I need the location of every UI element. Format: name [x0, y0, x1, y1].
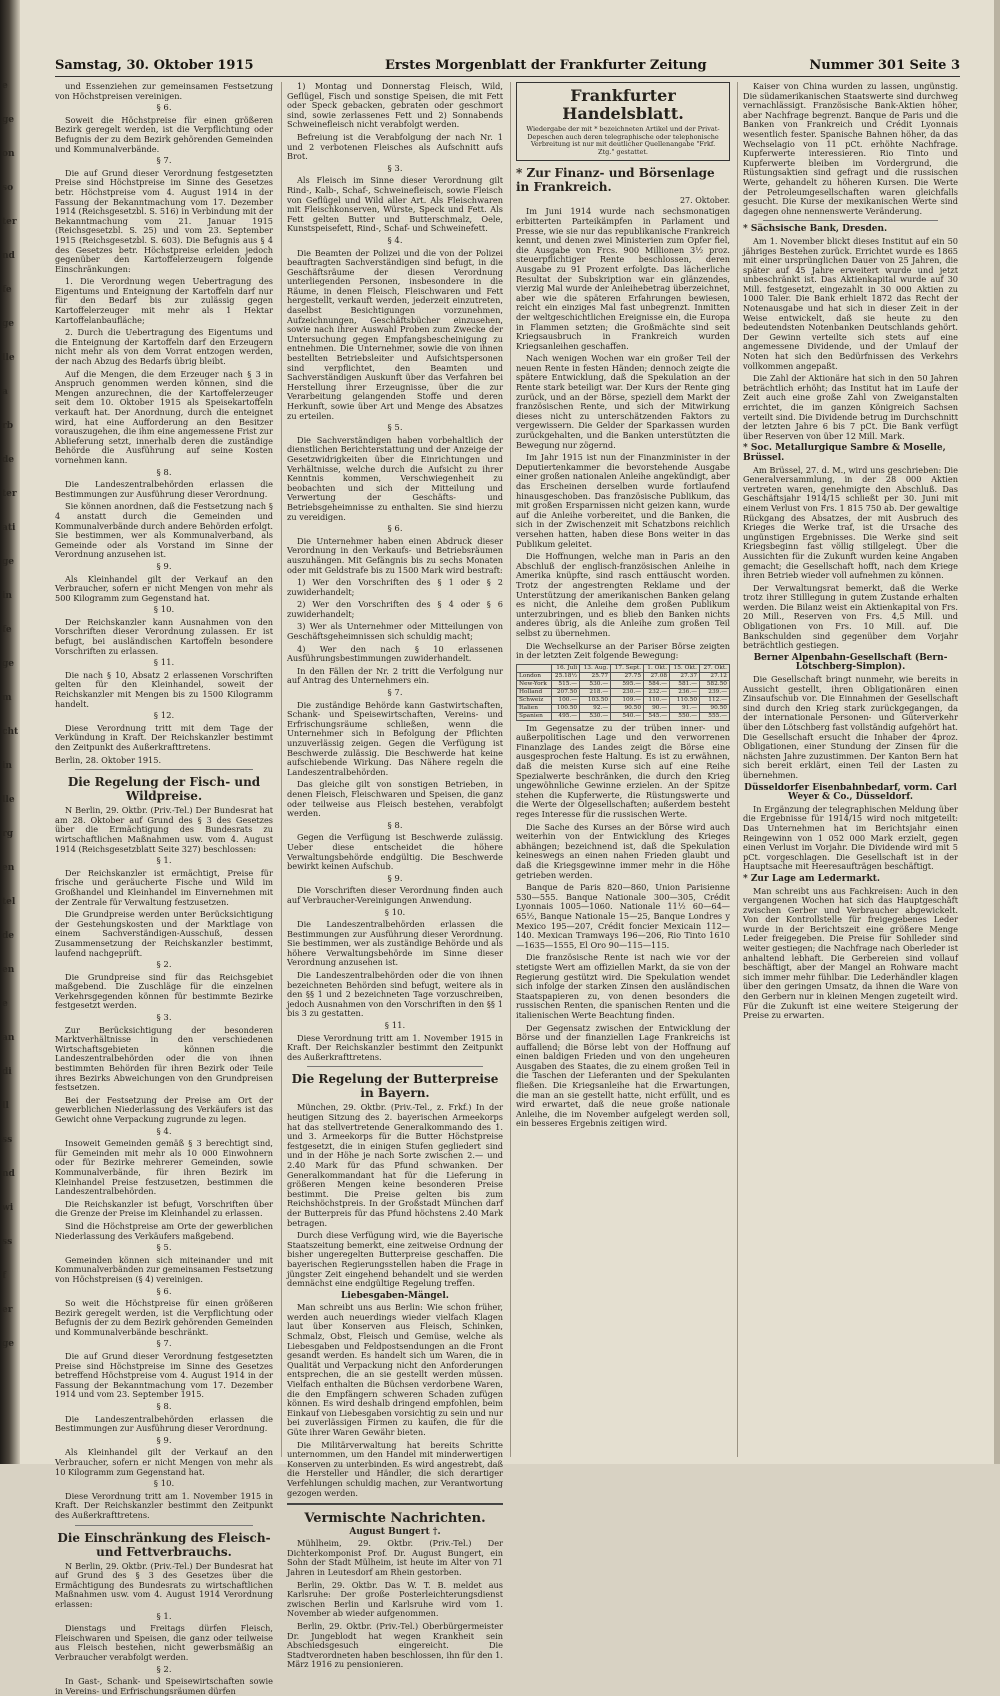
- edge-fragment: rg: [2, 829, 14, 839]
- column-2: [287, 81, 503, 1670]
- table-cell: 515.—: [551, 680, 580, 688]
- paragraph: Man schreibt uns aus Fachkreisen: Auch in den vergangenen Wochen hat sich das Hauptgeschäft zwischen Gerber und Verbraucher abgewickelt. Von der Kontrollstelle für freigegebenes Leder wurde in der Berichtszeit eine größere Menge Leder freigegeben. Die Preise für Sohlleder sind weiter gestiegen; die Nachfrage nach Oberleder ist anhaltend lebhaft. Die Gerbereien sind vollauf beschäftigt, aber der Mangel an Rohware macht sich immer mehr fühlbar. Die Lederhändler klagen über den geringen Umsatz, da ihnen die Ware von den Gerbern nur in kleinen Mengen zugeteilt wird. Für die Zukunft ist eine weitere Steigerung der Preise zu erwarten.: [743, 885, 958, 1021]
- paragraph: und Essenziehen zur gemeinsamen Festsetzung von Höchstpreisen vereinigen.: [55, 81, 273, 101]
- paragraph: Die Landeszentralbehörden erlassen die Bestimmungen zur Ausführung dieser Verordnung. Sie bestimmen, wer als zuständige Behörde und als höhere Verwaltungsbehörde im Sinne dieser Verordnung anzusehen ist.: [287, 919, 503, 968]
- paragraph: Diese Verordnung tritt mit dem Tage der Verkündung in Kraft. Der Reichskanzler bestimmt den Zeitpunkt des Außerkrafttretens.: [55, 722, 273, 752]
- edge-fragment: m: [2, 693, 12, 703]
- paragraph: 2. Durch die Uebertragung des Eigentums und die Enteignung der Kartoffeln darf den Erzeugern nicht mehr als von dem Vorrat entzogen werden, der nach Abzug des Bedarfs übrig bleibt.: [55, 327, 273, 367]
- paragraph: 3) Wer als Unternehmer oder Mitteilungen von Geschäftsgeheimnissen sich schuldig macht;: [287, 621, 503, 642]
- table-cell: 207.50: [551, 688, 580, 696]
- paragraph: Man schreibt uns aus Berlin: Wie schon früher, werden auch neuerdings wieder vielfach Klagen laut über Konserven aus Fleisch, Schinken, Schmalz, Obst, Fleisch und Gemüse, welche als Liebesgaben und Feldpostsendungen an die Front gesandt werden. Es handelt sich um Waren, die in Qualität und Verpackung nicht den Anforderungen entsprechen, die an sie gestellt werden müssen. Vielfach enthalten die Büchsen verdorbene Waren, die den Empfängern schweren Schaden zufügen können. Es wird deshalb dringend empfohlen, beim Einkauf von Liebesgaben vorsichtig zu sein und nur bei zuverlässigen Firmen zu kaufen, die für die Güte ihrer Waren Gewähr bieten.: [287, 1302, 503, 1437]
- subheadline: Liebesgaben-Mängel.: [341, 1290, 449, 1301]
- edge-fragment: fe: [2, 625, 12, 635]
- table-cell: 530.—: [580, 680, 611, 688]
- paragraph: Der Reichskanzler ist ermächtigt, Preise für frische und geräucherte Fische und Wild im Großhandel und Kleinhandel im Einvernehmen mit der Zentrale für Verwaltung festzusetzen.: [55, 867, 273, 907]
- paragraph: Zur Berücksichtigung der besonderen Marktverhältnisse in den verschiedenen Wirtschaftsgebieten können die Landeszentralbehörden oder die von ihnen bestimmten Behörden für ihren Bezirk oder Teile ihres Bezirks Abweichungen von den Grundpreisen festsetzen.: [55, 1024, 273, 1093]
- section-number: § 4.: [387, 235, 403, 246]
- paragraph: N Berlin, 29. Oktbr. (Priv.-Tel.) Der Bundesrat hat auf Grund des § 3 des Gesetzes über die Ermächtigung des Bundesrats zu wirtschaftlichen Maßnahmen usw. vom 4. August 1914 Verordnung erlassen:: [55, 1560, 273, 1609]
- section-number: § 1.: [156, 1611, 172, 1622]
- edge-fragment: ge: [2, 659, 15, 669]
- table-cell: 25.18½: [551, 672, 580, 680]
- article-date: 27. Oktober.: [679, 196, 730, 206]
- article-headline: * Sächsische Bank, Dresden.: [743, 224, 888, 235]
- edge-fragment: rb: [2, 421, 14, 431]
- paragraph: Kaiser von China wurden zu lassen, ungünstig. Die südamerikanischen Staatswerte sind durchweg vernachlässigt. Französische Bank-Aktien höher, aber Nachfrage begrenzt. Banque de Paris und die Banken von Frankreich und Crédit Lyonnais wesentlich fester. Spanische Bahnen höher, da das Wechselagio von 11 pCt. erhöhte Nachfrage. Kupferwerte interessieren. Rio Tinto und Kupferwerte bleiben im Vordergrund, die Rüstungsaktien sind gefragt und die russischen Werte, gehandelt zu höheren Kursen. Die Werte der Petroleumgesellschaften waren gleichfalls gesucht. Die Kurse der mexikanischen Werte sind dagegen ohne nennenswerte Veränderung.: [743, 81, 958, 216]
- table-cell: 25.77: [580, 672, 611, 680]
- table-cell: 230.—: [611, 688, 644, 696]
- paragraph: Die auf Grund dieser Verordnung festgesetzten Preise sind Höchstpreise im Sinne des Gesetzes betreffend Höchstpreise vom 4. August 1914 in der Fassung der Bekanntmachung vom 17. Dezember 1914 und vom 23. September 1915.: [55, 1351, 273, 1400]
- table-cell: 92.—: [580, 704, 611, 712]
- edge-fragment: de: [2, 455, 15, 465]
- paragraph: In Gast-, Schank- und Speisewirtschaften sowie in Vereins- und Erfrischungsräumen dürfen: [55, 1676, 273, 1696]
- section-number: § 3.: [387, 163, 403, 174]
- edge-fragment: ge: [2, 115, 15, 125]
- edge-fragment: in: [2, 591, 12, 601]
- edge-fragment: ss: [2, 1237, 13, 1247]
- paragraph: Die nach § 10, Absatz 2 erlassenen Vorschriften gelten für den Kleinhandel, soweit der Reichskanzler mit Mengen bis zu 1500 Kilogramm handelt.: [55, 669, 273, 709]
- separator: [287, 1503, 503, 1505]
- paragraph: Der Gegensatz zwischen der Entwicklung der Börse und der finanziellen Lage Frankreichs ist auffallend; die Börse lebt von der Hoffnung auf einen baldigen Frieden und von den ungeheuren Ausgaben des Staates, die zu einem großen Teil in die Taschen der Lieferanten und der Spekulanten fließen. Die Kriegsanleihe hat die Erwartungen, die man an sie gestellt hatte, nicht erfüllt, und es wird erwartet, daß die neue große nationale Anleihe, die im November aufgelegt werden soll, ein besseres Ergebnis zeitigen wird.: [516, 1022, 730, 1129]
- edge-fragment: fe: [2, 285, 12, 295]
- section-number: § 5.: [387, 423, 403, 434]
- paragraph: Die Beamten der Polizei und die von der Polizei beauftragten Sachverständigen sind befugt, in die Geschäftsräume der diesen Verordnung unterliegenden Personen, insbesondere in die Räume, in denen Fleisch, Fleischwaren und Fett hergestellt, verkauft werden, jederzeit einzutreten, daselbst Besichtigungen vorzunehmen, Aufzeichnungen, Geschäftsbücher einzusehen, sowie nach ihrer Auswahl Proben zum Zwecke der Untersuchung gegen Empfangsbescheinigung zu entnehmen. Die Unternehmer, sowie die von ihnen bestellten Betriebsleiter und Aufsichtspersonen sind verpflichtet, den Beamten und Sachverständigen Auskunft über das Verfahren bei Herstellung ihrer Erzeugnisse, über die zur Verarbeitung gelangenden Stoffe und deren Herkunft, sowie über Art und Menge des Absatzes zu erteilen.: [287, 247, 503, 421]
- table-cell: 239.—: [700, 688, 730, 696]
- column-3: [516, 82, 730, 1457]
- dateline: Berlin, 28. Oktober 1915.: [55, 754, 162, 765]
- header-date: Samstag, 30. Oktober 1915: [55, 58, 254, 73]
- table-cell: 595.—: [611, 680, 644, 688]
- edge-fragment: tel: [2, 897, 16, 907]
- section-number: § 11.: [153, 658, 175, 669]
- article-headline: Düsseldorfer Eisenbahnbedarf, vorm. Carl Weyer & Co., Düsseldorf.: [744, 782, 957, 803]
- table-cell: 110.50: [670, 696, 700, 704]
- column-1: [55, 81, 273, 1696]
- paragraph: 1) Montag und Donnerstag Fleisch, Wild, Geflügel, Fisch und sonstige Speisen, die mit Fett oder Speck gebacken, gebraten oder geschmort sind, sowie zerlassenes Fett und 2) Sonnabends Schweinefleisch nicht verabfolgt werden.: [287, 81, 503, 130]
- paragraph: Die Landeszentralbehörden oder die von ihnen bezeichneten Behörden sind befugt, weitere als in den §§ 1 und 2 bezeichneten Tage vorzuschreiben, jedoch Ausnahmen von den Vorschriften in den §§ 1 bis 3 zu gestatten.: [287, 970, 503, 1019]
- table-cell: 584.—: [644, 680, 670, 688]
- paragraph: Banque de Paris 820—860, Union Parisienne 530—555. Banque Nationale 300—305, Crédit Lyonnais 1005—1060. Nationale 11½ 60—64—65½, Banque Nationale 15—25, Banque Londres y Mexico 195—207, Crédit foncier Mexicain 112—140. Mexican Tramways 196—206, Rio Tinto 1610—1635—1555, El Oro 90—115—115.: [516, 882, 730, 950]
- table-cell: 27.75: [611, 672, 644, 680]
- paragraph: Im Juni 1914 wurde nach sechsmonatigen erbitterten Parteikämpfen in Parlament und Presse, wie sie nur das republikanische Frankreich kennt, und denen zwei Ministerien zum Opfer fiel, die Ausgabe von Frcs. 900 Millionen 3½ proz. steuerpflichtiger Rente beschlossen, deren Ausgabe zu 91 Prozent erfolgte. Das lächerliche Resultat der Subskription war ein glänzendes, vierzig Mal wurde der Anleihebetrag überzeichnet, aber wie die späteren Erfahrungen bewiesen, reicht ein einziges Mal fast unbegrenzt. Inmitten der weltgeschichtlichen Ereignisse ein, die Europa in Flammen setzten; die Großmächte sind seit Kriegsausbruch in Frankreich wurden Kriegsanleihen geschaffen.: [516, 206, 730, 351]
- edge-fragment: lle: [2, 353, 15, 363]
- article-headline: * Zur Lage am Ledermarkt.: [743, 873, 881, 884]
- section-number: § 6.: [387, 524, 403, 535]
- paragraph: Die Grundpreise sind für das Reichsgebiet maßgebend. Die Zuschläge für die einzelnen Verkehrsgegenden können für bestimmte Bezirke festgesetzt werden.: [55, 971, 273, 1011]
- paragraph: Die Wechselkurse an der Pariser Börse zeigten in der letzten Zeit folgende Bewegung:: [516, 640, 730, 661]
- table-header-cell: 27. Okt.: [700, 664, 730, 672]
- header-masthead: Erstes Morgenblatt der Frankfurter Zeitung: [385, 58, 707, 73]
- edge-fragment: ll: [2, 1101, 9, 1111]
- table-cell: 530.—: [580, 712, 611, 720]
- table-header-cell: 16. Juli: [551, 664, 580, 672]
- table-cell: Holland: [517, 688, 552, 696]
- paragraph: Am Brüssel, 27. d. M., wird uns geschrieben: Die Generalversammlung, in der 28 000 Aktien vertreten waren, genehmigte den Abschluß. Das Geschäftsjahr 1914/15 schließt per 30. Juni mit einem Verlust von Frs. 1 815 750 ab. Der gewaltige Rückgang des Absatzes, der mit Ausbruch des Krieges die Werke traf, ist die Ursache des ungünstigen Ergebnisses. Die Werke sind seit Kriegsbeginn fast völlig stillgelegt. Über die Aussichten für die Zukunft wurden keine Angaben gemacht; die Gesellschaft hofft, nach dem Kriege ihren Betrieb wieder voll aufnehmen zu können.: [743, 464, 958, 581]
- table-cell: 550.—: [670, 712, 700, 720]
- edge-fragment: cht: [2, 727, 19, 737]
- page-header: [55, 56, 960, 77]
- paragraph: N Berlin, 29. Oktbr. (Priv.-Tel.) Der Bundesrat hat am 28. Oktober auf Grund des § 3 des Gesetzes über die Ermächtigung des Bundesrats zu wirtschaftlichen Maßnahmen usw. vom 4. August 1914 (Reichsgesetzblatt Seite 327) beschlossen:: [55, 805, 273, 854]
- table-row: [517, 688, 730, 696]
- page-edge-right: [994, 0, 1000, 1464]
- separator: [75, 1525, 253, 1526]
- table-cell: 545.—: [644, 712, 670, 720]
- table-header-cell: [517, 664, 552, 672]
- paragraph: Im Gegensatze zu der trüben inner- und außerpolitischen Lage und den verworrenen Finanzlage des Landes zeigt die Börse eine ausgesprochen feste Haltung. Es ist zu erwähnen, daß die meisten Kurse sich auf eine Reihe Spezialwerte beschränken, die durch den Krieg ungewöhnliche Gewinne erzielen. An der Spitze stehen die Kupferwerte, die Rüstungswerte und die Werte der Ölgesellschaften; außerdem besteht reges Interesse für die russischen Werte.: [516, 722, 730, 820]
- table-cell: 100.50: [551, 704, 580, 712]
- table-cell: 27.12: [700, 672, 730, 680]
- section-number: § 8.: [156, 467, 172, 478]
- section-number: § 1.: [156, 856, 172, 867]
- edge-fragment: en: [2, 863, 15, 873]
- paragraph: Insoweit Gemeinden gemäß § 3 berechtigt sind, für Gemeinden mit mehr als 10 000 Einwohnern oder für Bezirke mehrerer Gemeinden, sowie Kommunalverbände, für ihren Bezirk im Kleinhandel Preise festzusetzen, bestimmen die Landeszentralbehörden.: [55, 1138, 273, 1197]
- table-cell: 540.—: [611, 712, 644, 720]
- table-cell: 27.37: [670, 672, 700, 680]
- paragraph: In Ergänzung der telegraphischen Meldung über die Ergebnisse für 1914/15 wird noch mitgeteilt: Das Unternehmen hat im Berichtsjahr einen Reingewinn von 1 052 000 Mark erzielt, gegen einen Verlust im Vorjahr. Die Dividende wird mit 5 pCt. vorgeschlagen. Die Gesellschaft ist in der Hauptsache mit Heeresaufträgen beschäftigt.: [743, 803, 958, 872]
- paragraph: Die Militärverwaltung hat bereits Schritte unternommen, um den Handel mit minderwertigen Konserven zu unterbinden. Es wird angestrebt, daß die Hersteller und Händler, die sich derartiger Verfehlungen schuldig machen, zur Verantwortung gezogen werden.: [287, 1439, 503, 1498]
- section-number: § 9.: [156, 561, 172, 572]
- edge-fragment: de: [2, 931, 15, 941]
- table-row: [517, 712, 730, 720]
- edge-fragment: ge: [2, 557, 15, 567]
- paragraph: Gemeinden können sich miteinander und mit Kommunalverbänden zur gemeinsamen Festsetzung von Höchstpreisen (§ 4) vereinigen.: [55, 1254, 273, 1284]
- table-cell: London: [517, 672, 552, 680]
- paragraph: 1. Die Verordnung wegen Uebertragung des Eigentums und Enteignung der Kartoffeln darf nur für den Bedarf bis zur zulässig gegen Kartoffelerzeuger mit mehr als 1 Hektar Kartoffelanbaufläche;: [55, 276, 273, 325]
- edge-fragment: nd: [2, 251, 15, 261]
- table-cell: Spanien: [517, 712, 552, 720]
- column-rule: [737, 82, 738, 1457]
- paragraph: Sind die Höchstpreise am Orte der gewerblichen Niederlassung des Verkäufers maßgebend.: [55, 1220, 273, 1241]
- section-number: § 10.: [384, 907, 406, 918]
- paragraph: Berlin, 29. Oktbr. (Priv.-Tel.) Oberbürgermeister Dr. Jungeblodt hat wegen Krankheit sein Abschiedsgesuch eingereicht. Die Stadtverordneten haben beschlossen, ihn für den 1. März 1916 zu pensionieren.: [287, 1621, 503, 1670]
- article-headline: Die Regelung der Fisch- und Wildpreise.: [67, 775, 261, 804]
- separator: [307, 1066, 483, 1067]
- article-headline: * Soc. Metallurgique Sambre & Moselle, Brüssel.: [743, 443, 946, 463]
- table-row: [517, 696, 730, 704]
- section-number: § 6.: [156, 1286, 172, 1297]
- paragraph: Der Reichskanzler kann Ausnahmen von den Vorschriften dieser Verordnung zulassen. Er ist befugt, bei ausländischen Kartoffeln besondere Vorschriften zu erlassen.: [55, 616, 273, 656]
- table-cell: 90.—: [644, 704, 670, 712]
- column-rule: [510, 82, 511, 1457]
- article-headline: * Zur Finanz- und Börsenlage in Frankreich.: [516, 166, 715, 195]
- paragraph: Als Kleinhandel gilt der Verkauf an den Verbraucher, sofern er nicht Mengen von mehr als 500 Kilogramm zum Gegenstand hat.: [55, 573, 273, 603]
- table-cell: 100.—: [551, 696, 580, 704]
- edge-fragment: an: [2, 1033, 15, 1043]
- table-cell: 582.50: [700, 680, 730, 688]
- paragraph: Die Hoffnungen, welche man in Paris an den Abschluß der englisch-französischen Anleihe in Amerika knüpfte, sind rasch enttäuscht worden. Trotz der angestrengten Reklame und der Unterstützung der amerikanischen Banken gelang es nicht, die Anleihe dem großen Publikum unterzubringen, und es blieb den Banken nichts anderes übrig, als die Anleihe zum großen Teil selbst zu übernehmen.: [516, 551, 730, 638]
- paragraph: Der Verwaltungsrat bemerkt, daß die Werke trotz ihrer Stilllegung in gutem Zustande erhalten werden. Die Bilanz weist ein Aktienkapital von Frs. 20 Mill., Reserven von Frs. 4,5 Mill. und Obligationen von Frs. 10 Mill. auf. Die Bankschulden sind gegenüber dem Vorjahr beträchtlich gestiegen.: [743, 582, 958, 651]
- paragraph: Die Reichskanzler ist befugt, Vorschriften über die Grenze der Preise im Kleinhandel zu erlassen.: [55, 1198, 273, 1219]
- column-4: [743, 82, 958, 1457]
- table-cell: Italien: [517, 704, 552, 712]
- section-number: § 9.: [156, 1435, 172, 1446]
- section-masthead: [516, 82, 730, 161]
- table-header-cell: 13. Aug.: [580, 664, 611, 672]
- section-number: § 7.: [156, 156, 172, 167]
- paragraph: Die Landeszentralbehörden erlassen die Bestimmungen zur Ausführung dieser Verordnung.: [55, 479, 273, 499]
- paragraph: Diese Verordnung tritt am 1. November 1915 in Kraft. Der Reichskanzler bestimmt den Zeitpunkt des Außerkrafttretens.: [287, 1032, 503, 1062]
- section-number: § 11.: [384, 1021, 406, 1032]
- subheadline: August Bungert †.: [349, 1526, 441, 1537]
- paragraph: Als Fleisch im Sinne dieser Verordnung gilt Rind-, Kalb-, Schaf-, Schweinefleisch, sowie Fleisch von Geflügel und Wild aller Art. Als Fleischwaren mit Fleischkonserven, Würste, Speck und Fett. Als Fett gelten Butter und Butterschmalz, Oele, Kunstspeisefett, Rind-, Schaf- und Schweinefett.: [287, 175, 503, 234]
- section-number: § 7.: [387, 688, 403, 699]
- section-headline: Vermischte Nachrichten.: [304, 1510, 486, 1526]
- article-headline: Berner Alpenbahn-Gesellschaft (Bern-Lötschberg-Simplon).: [753, 652, 948, 673]
- table-cell: 27.08: [644, 672, 670, 680]
- table-header-cell: 15. Okt.: [670, 664, 700, 672]
- adjacent-page-text: [2, 80, 18, 1372]
- table-cell: 218.—: [580, 688, 611, 696]
- table-cell: 110.—: [644, 696, 670, 704]
- edge-fragment: nd: [2, 1169, 15, 1179]
- paragraph: 1) Wer den Vorschriften des § 1 oder § 2 zuwiderhandelt;: [287, 577, 503, 597]
- paragraph: In den Fällen der Nr. 2 tritt die Verfolgung nur auf Antrag des Unternehmers ein.: [287, 665, 503, 686]
- exchange-rate-table: [516, 664, 730, 721]
- paragraph: Gegen die Verfügung ist Beschwerde zulässig. Ueber diese entscheidet die höhere Verwaltungsbehörde endgültig. Die Beschwerde bewirkt keinen Aufschub.: [287, 832, 503, 872]
- paragraph: Die Sache des Kurses an der Börse wird auch weiterhin von der Entwicklung des Krieges abhängen; bezeichnend ist, daß die Spekulation keineswegs an einen nahen Frieden glaubt und daß die Kriegsgewinne immer mehr in die Höhe getrieben werden.: [516, 821, 730, 880]
- edge-fragment: ati: [2, 523, 16, 533]
- table-header-cell: 1. Okt.: [644, 664, 670, 672]
- edge-fragment: en: [2, 965, 15, 975]
- paragraph: 2) Wer den Vorschriften des § 4 oder § 6 zuwiderhandelt;: [287, 599, 503, 619]
- paragraph: Die Grundpreise werden unter Berücksichtigung der Gestehungskosten und der Marktlage von einem Sachverständigen-Ausschuß, dessen Zusammensetzung der Reichskanzler bestimmt, laufend nachgeprüft.: [55, 909, 273, 958]
- table-cell: 112.—: [700, 696, 730, 704]
- paragraph: Sie können anordnen, daß die Festsetzung nach § 4 anstatt durch die Gemeinden und Kommunalverbände durch andere Behörden erfolgt. Sie bestimmen, wer als Kommunalverband, als Gemeinde oder als Vorstand im Sinne der Verordnung anzusehen ist.: [55, 501, 273, 560]
- edge-fragment: e: [2, 999, 8, 1009]
- paragraph: Befreiung ist die Verabfolgung der nach Nr. 1 und 2 verbotenen Fleisches als Aufschnitt aufs Brot.: [287, 131, 503, 162]
- table-cell: 495.—: [551, 712, 580, 720]
- table-cell: New-York: [517, 680, 552, 688]
- table-cell: 232.—: [644, 688, 670, 696]
- header-page-number: Nummer 301 Seite 3: [809, 58, 960, 73]
- table-header-row: [517, 664, 730, 672]
- separator: [75, 769, 253, 770]
- table-row: [517, 672, 730, 680]
- edge-fragment: so: [2, 183, 14, 193]
- section-number: § 2.: [156, 1664, 172, 1675]
- edge-fragment: ge: [2, 1339, 15, 1349]
- edge-fragment: er: [2, 1305, 13, 1315]
- section-number: § 8.: [156, 1402, 172, 1413]
- paragraph: Die Vorschriften dieser Verordnung finden auch auf Verbraucher-Vereinigungen Anwendung.: [287, 885, 503, 905]
- paragraph: Die Sachverständigen haben vorbehaltlich der dienstlichen Berichterstattung und der Anzeige der Gesetzwidrigkeiten über die Einrichtungen und Verhältnisse, welche durch die Aufsicht zu ihrer Kenntnis kommen, Verschwiegenheit zu beobachten und sich der Mitteilung und Verwertung der Geschäfts- und Betriebsgeheimnisse zu enthalten. Sie sind hierzu zu vereidigen.: [287, 434, 503, 522]
- section-number: § 4.: [156, 1126, 172, 1137]
- section-number: § 9.: [387, 873, 403, 884]
- paragraph: Auf die Mengen, die dem Erzeuger nach § 3 in Anspruch genommen werden können, sind die Mengen anzurechnen, die der Kartoffelerzeuger seit dem 10. Oktober 1915 als Speisekartoffeln verkauft hat. Der Anordnung, durch die enteignet wird, hat eine Aufforderung an den Besitzer vorauszugehen, die ihm eine angemessene Frist zur Ablieferung setzt, innerhalb deren die zuständige Behörde die Ausführung auf seine Kosten vornehmen kann.: [55, 368, 273, 465]
- section-title: Frankfurter Handelsblatt.: [562, 86, 684, 123]
- section-number: § 2.: [156, 960, 172, 971]
- table-cell: 103.50: [580, 696, 611, 704]
- edge-fragment: lle: [2, 795, 15, 805]
- edge-fragment: ss: [2, 1135, 13, 1145]
- paragraph: Als Kleinhandel gilt der Verkauf an den Verbraucher, sofern er nicht Mengen von mehr als 10 Kilogramm zum Gegenstand hat.: [55, 1447, 273, 1477]
- section-number: § 8.: [387, 820, 403, 831]
- paragraph: Die französische Rente ist nach wie vor der stetigste Wert am offiziellen Markt, da sie von der Regierung gestützt wird. Die Spekulation wendet sich infolge der starken Zinsen den ausländischen Staatspapieren zu, von denen besonders die russischen Renten, die spanischen Renten und die italienischen Werte Beachtung finden.: [516, 952, 730, 1020]
- paragraph: Bei der Festsetzung der Preise am Ort der gewerblichen Niederlassung des Verkäufers ist das Gewicht ohne Verpackung zugrunde zu legen.: [55, 1094, 273, 1124]
- edge-fragment: f: [2, 1271, 6, 1281]
- table-cell: 91.—: [670, 704, 700, 712]
- paragraph: Nach wenigen Wochen war ein großer Teil der neuen Rente in festen Händen; dennoch zeigte die spätere Entwicklung, daß die Spekulation an der Rente stark beteiligt war. Der Kurs der Rente ging zurück, und an der Börse, speziell dem Markt der französischen Rente, und sich der Mitwirkung dieses nicht zu unterschätzenden Faktors zu vergewissern. Die Gelder der Sparkassen wurden zurückgehalten, und die Banken unterstützten die Bewegung nur zögernd.: [516, 353, 730, 450]
- edge-fragment: di: [2, 1067, 12, 1077]
- table-cell: 236.—: [670, 688, 700, 696]
- article-headline: Die Einschränkung des Fleisch- und Fettverbrauchs.: [57, 1530, 271, 1559]
- section-number: § 10.: [153, 605, 175, 616]
- section-number: § 5.: [156, 1243, 172, 1254]
- table-row: [517, 704, 730, 712]
- paragraph: Diese Verordnung tritt am 1. November 1915 in Kraft. Der Reichskanzler bestimmt den Zeitpunkt des Außerkrafttretens.: [55, 1490, 273, 1520]
- section-number: § 6.: [156, 103, 172, 114]
- edge-fragment: in: [2, 761, 12, 771]
- table-cell: 109.—: [611, 696, 644, 704]
- paragraph: München, 29. Oktbr. (Priv.-Tel., z. Frkf.) In der heutigen Sitzung des 2. bayerischen Armeekorps hat das stellvertretende Generalkommando des 1. und 3. Armeekorps für die Butter Höchstpreise festgesetzt, die in einigen Stufen gegliedert sind und in der Höhe je nach Sorte zwischen 2.— und 2.40 Mark für das Pfund schwanken. Der Generalkommandant hat für die Lieferung in größeren Mengen keine besonderen Preise bestimmt. Die Preise gelten bis zum Reichshöchstpreis. In der Großstadt München darf der Butterpreis für das Pfund höchstens 2.40 Mark betragen.: [287, 1102, 503, 1228]
- table-cell: 90.50: [611, 704, 644, 712]
- article-headline: Die Regelung der Butterpreise in Bayern.: [291, 1072, 499, 1101]
- paragraph: Die Unternehmer haben einen Abdruck dieser Verordnung in den Verkaufs- und Betriebsräumen auszuhängen. Mit Gefängnis bis zu sechs Monaten oder mit Geldstrafe bis zu 1500 Mark wird bestraft:: [287, 535, 503, 575]
- section-number: § 12.: [153, 711, 175, 722]
- edge-fragment: wi: [2, 1203, 14, 1213]
- separator: [763, 220, 938, 221]
- paragraph: Mühlheim, 29. Oktbr. (Priv.-Tel.) Der Dichterkomponist Prof. Dr. August Bungert, ein Sohn der Stadt Mülheim, ist heute im Alter von 71 Jahren in Leutesdorf am Rhein gestorben.: [287, 1538, 503, 1578]
- paragraph: Die Landeszentralbehörden erlassen die Bestimmungen zur Ausführung dieser Verordnung.: [55, 1413, 273, 1434]
- edge-fragment: on: [2, 149, 15, 159]
- paragraph: Berlin, 29. Oktbr. Das W. T. B. meldet aus Karlsruhe: Der große Posterleichterungsdienst zwischen Berlin und Karlsruhe wird vom 1. November ab wieder aufgenommen.: [287, 1579, 503, 1619]
- paragraph: So weit die Höchstpreise für einen größeren Bezirk geregelt werden, ist die Verpflichtung oder Befugnis der zu dem Bezirk gehörenden Gemeinden und Kommunalverbände beschränkt.: [55, 1298, 273, 1337]
- table-row: [517, 680, 730, 688]
- paragraph: Am 1. November blickt dieses Institut auf ein 50 jähriges Bestehen zurück. Errichtet wurde es 1865 mit einer ursprünglichen Dauer von 25 Jahren, die später auf 45 Jahre erweitert wurde und jetzt unbeschränkt ist. Das Aktienkapital wurde auf 30 Mill. festgesetzt, eingezahlt in 30 000 Aktien zu 1000 Taler. Die Bank erhielt 1872 das Recht der Notenausgabe und hat sich in dieser Zeit in der Weise entwickelt, daß sie heute zu den bedeutendsten Notenbanken Deutschlands gehört. Der Gewinn verteilte sich stets auf eine angemessene Dividende, und der Umlauf der Noten hat sich den Bedürfnissen des Verkehrs vollkommen angepaßt.: [743, 235, 958, 371]
- paragraph: Soweit die Höchstpreise für einen größeren Bezirk geregelt werden, ist die Verpflichtung oder Befugnis der zu dem Bezirk gehörenden Gemeinden und Kommunalverbände.: [55, 114, 273, 154]
- paragraph: Durch diese Verfügung wird, wie die Bayerische Staatszeitung bemerkt, eine zeitweise Ordnung der bisher ungeregelten Butterpreise geschaffen. Die bayerischen Regierungsstellen haben die Frage in jüngster Zeit eingehend behandelt und sie werden demnächst eine endgültige Regelung treffen.: [287, 1230, 503, 1289]
- section-number: § 7.: [156, 1339, 172, 1350]
- paragraph: Dienstags und Freitags dürfen Fleisch, Fleischwaren und Speisen, die ganz oder teilweise aus Fleisch bestehen, nicht gewerbsmäßig an Verbraucher verabfolgt werden.: [55, 1623, 273, 1662]
- paragraph: 4) Wer den nach § 10 erlassenen Ausführungsbestimmungen zuwiderhandelt.: [287, 643, 503, 664]
- table-header-cell: 17. Sept.: [611, 664, 644, 672]
- section-number: § 10.: [153, 1479, 175, 1490]
- table-cell: 581.—: [670, 680, 700, 688]
- table-cell: Schweiz: [517, 696, 552, 704]
- edge-fragment: e: [2, 81, 8, 91]
- reprint-notice: Wiedergabe der mit * bezeichneten Artikel und der Privat-Depeschen auch deren telegraphische oder telephonische Verbreitung ist nur mit deutlicher Quellenangabe "Frkf. Ztg." gestattet.: [526, 125, 720, 156]
- edge-fragment: ter: [2, 217, 17, 227]
- paragraph: Die zuständige Behörde kann Gastwirtschaften, Schank- und Speisewirtschaften, Vereins- und Erfrischungsräume schließen, wenn die Unternehmer sich in Befolgung der Pflichten unzuverlässig zeigen. Gegen die Verfügung ist Beschwerde zulässig. Die Beschwerde hat keine aufschiebende Wirkung. Das Nähere regeln die Landeszentralbehörden.: [287, 699, 503, 777]
- edge-fragment: ter: [2, 489, 17, 499]
- paragraph: Im Jahr 1915 ist nun der Finanzminister in der Deputiertenkammer die bevorstehende Ausgabe einer großen nationalen Anleihe angekündigt, aber das Erscheinen derselben wurde fortlaufend hinausgeschoben. Das französische Publikum, das mit großen Ersparnissen nicht geizen kann, wurde auf die Anleihe vorbereitet, und die Banken, die sich in der Zwischenzeit mit Schatzbons reichlich versehen hatten, haben diese Bons weiter in das Publikum geleitet.: [516, 452, 730, 549]
- edge-fragment: a: [2, 387, 8, 397]
- paragraph: Die auf Grund dieser Verordnung festgesetzten Preise sind Höchstpreise im Sinne des Gesetzes betr. Höchstpreise vom 4. August 1914 in der Fassung der Bekanntmachung vom 17. Dezember 1914 (Reichsgesetzbl. S. 516) in Verbindung mit der Bekanntmachung vom 21. Januar 1915 (Reichsgesetzbl. S. 25) und vom 23. September 1915 (Reichsgesetzbl. S. 603). Die Befugnis aus § 4 des Gesetzes betr. Höchstpreise erleiden jedoch gegenüber den Kartoffelerzeugern folgende Einschränkungen:: [55, 167, 273, 274]
- section-number: § 3.: [156, 1013, 172, 1024]
- paragraph: Das gleiche gilt von sonstigen Betrieben, in denen Fleisch, Fleischwaren und Speisen, die ganz oder teilweise aus Fleisch bestehen, verabfolgt werden.: [287, 779, 503, 819]
- table-cell: 90.50: [700, 704, 730, 712]
- edge-fragment: ge: [2, 319, 15, 329]
- table-cell: 555.—: [700, 712, 730, 720]
- paragraph: Die Gesellschaft bringt nunmehr, wie bereits in Aussicht gestellt, ihren Obligationären einen Zinsaufschub vor. Die Einnahmen der Gesellschaft sind durch den Krieg stark zurückgegangen, da der internationale Personen- und Güterverkehr über den Lötschberg fast vollständig aufgehört hat. Die Gesellschaft ersucht die Inhaber der 4proz. Obligationen, einer Stundung der Zinsen für die nächsten Jahre zuzustimmen. Der Kanton Bern hat sich bereit erklärt, einen Teil der Lasten zu übernehmen.: [743, 674, 958, 780]
- paragraph: Die Zahl der Aktionäre hat sich in den 50 Jahren beträchtlich erhöht; das Institut hat im Laufe der Zeit auch eine große Zahl von Zweiganstalten errichtet, die im ganzen Königreich Sachsen verteilt sind. Die Dividende betrug im Durchschnitt der letzten Jahre 6 bis 7 pCt. Die Bank verfügt über Reserven von über 12 Mill. Mark.: [743, 373, 958, 441]
- column-rule: [281, 82, 282, 1457]
